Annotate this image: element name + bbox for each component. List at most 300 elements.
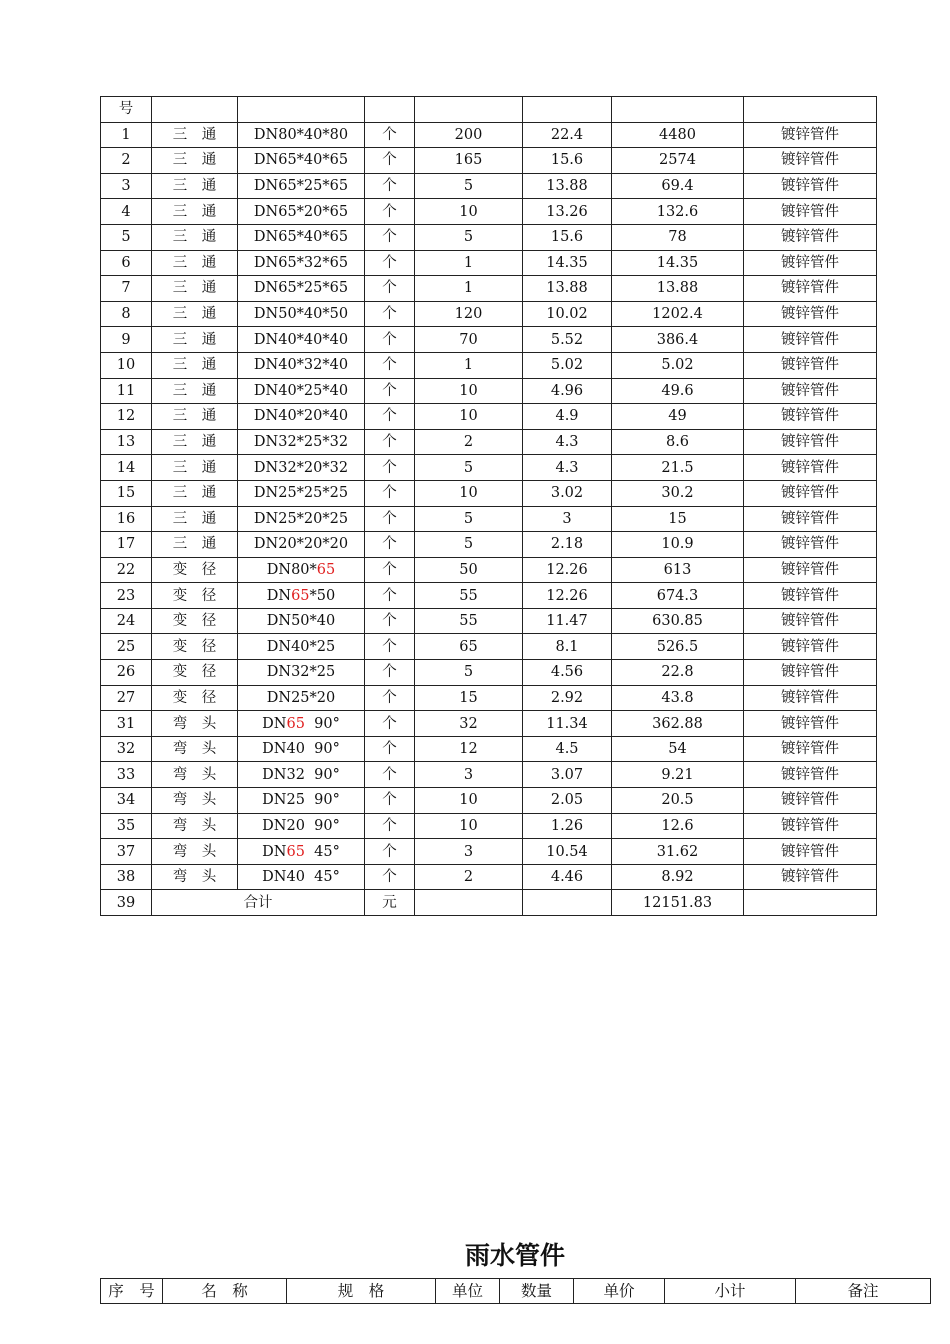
total-price bbox=[523, 890, 612, 916]
header-price: 单价 bbox=[574, 1279, 665, 1304]
table-row bbox=[101, 404, 877, 430]
table-top-row bbox=[101, 97, 877, 123]
rainwater-fittings-header bbox=[100, 1278, 931, 1304]
cell-qty: 15 bbox=[415, 685, 523, 711]
cell-no: 26 bbox=[101, 660, 152, 686]
cell-name: 弯 头 bbox=[152, 839, 238, 865]
cell-name: 三 通 bbox=[152, 199, 238, 225]
spec-text: DN40 45° bbox=[262, 869, 340, 886]
cell-no: 7 bbox=[101, 276, 152, 302]
spec-text: DN25*20 bbox=[266, 689, 336, 706]
cell-name: 三 通 bbox=[152, 352, 238, 378]
header-name: 名 称 bbox=[163, 1279, 287, 1304]
cell-unit: 个 bbox=[365, 583, 415, 609]
cell-name: 三 通 bbox=[152, 148, 238, 174]
cell-subtotal: 132.6 bbox=[612, 199, 744, 225]
cell-price: 12.26 bbox=[523, 557, 612, 583]
cell-name: 三 通 bbox=[152, 276, 238, 302]
table-row bbox=[101, 455, 877, 481]
cell-note: 镀锌管件 bbox=[744, 455, 877, 481]
spec-text: DN50*40*50 bbox=[253, 306, 349, 323]
table-row bbox=[101, 173, 877, 199]
cell-spec bbox=[238, 429, 365, 455]
cell-note: 镀锌管件 bbox=[744, 634, 877, 660]
table-row bbox=[101, 788, 877, 814]
cell-note: 镀锌管件 bbox=[744, 839, 877, 865]
cell-price: 4.9 bbox=[523, 404, 612, 430]
cell-qty: 32 bbox=[415, 711, 523, 737]
cell-unit: 个 bbox=[365, 173, 415, 199]
cell-no: 4 bbox=[101, 199, 152, 225]
cell-note: 镀锌管件 bbox=[744, 762, 877, 788]
spec-text: DN bbox=[266, 587, 292, 604]
cell-price: 22.4 bbox=[523, 122, 612, 148]
cell-spec bbox=[238, 455, 365, 481]
cell-spec bbox=[238, 199, 365, 225]
cell-spec bbox=[238, 250, 365, 276]
cell-qty: 5 bbox=[415, 532, 523, 558]
cell-no: 17 bbox=[101, 532, 152, 558]
cell-unit: 个 bbox=[365, 608, 415, 634]
cell-price: 4.3 bbox=[523, 429, 612, 455]
total-note bbox=[744, 890, 877, 916]
spec-highlight: 65 bbox=[286, 715, 305, 732]
cell-note: 镀锌管件 bbox=[744, 378, 877, 404]
fittings-table bbox=[100, 96, 877, 916]
cell-subtotal bbox=[612, 97, 744, 123]
cell-note: 镀锌管件 bbox=[744, 404, 877, 430]
cell-price: 2.92 bbox=[523, 685, 612, 711]
cell-qty: 55 bbox=[415, 608, 523, 634]
table-row bbox=[101, 583, 877, 609]
header-spec: 规 格 bbox=[287, 1279, 436, 1304]
cell-unit: 个 bbox=[365, 634, 415, 660]
cell-qty: 165 bbox=[415, 148, 523, 174]
table-row bbox=[101, 301, 877, 327]
table-row bbox=[101, 148, 877, 174]
cell-price: 12.26 bbox=[523, 583, 612, 609]
cell-no: 14 bbox=[101, 455, 152, 481]
cell-subtotal: 49.6 bbox=[612, 378, 744, 404]
cell-price: 5.02 bbox=[523, 352, 612, 378]
table-row bbox=[101, 608, 877, 634]
spec-text: DN20 90° bbox=[262, 817, 340, 834]
spec-text: DN65*40*65 bbox=[253, 152, 349, 169]
table-row bbox=[101, 480, 877, 506]
table-row bbox=[101, 685, 877, 711]
cell-note: 镀锌管件 bbox=[744, 685, 877, 711]
cell-note: 镀锌管件 bbox=[744, 352, 877, 378]
cell-spec bbox=[238, 660, 365, 686]
cell-qty: 1 bbox=[415, 250, 523, 276]
table-row bbox=[101, 224, 877, 250]
cell-qty: 65 bbox=[415, 634, 523, 660]
spec-text: DN40 90° bbox=[262, 741, 340, 758]
cell-qty: 10 bbox=[415, 480, 523, 506]
cell-note: 镀锌管件 bbox=[744, 480, 877, 506]
cell-name: 三 通 bbox=[152, 404, 238, 430]
cell-unit: 个 bbox=[365, 148, 415, 174]
total-qty bbox=[415, 890, 523, 916]
cell-qty: 55 bbox=[415, 583, 523, 609]
total-subtotal: 12151.83 bbox=[612, 890, 744, 916]
cell-no: 2 bbox=[101, 148, 152, 174]
cell-price: 3 bbox=[523, 506, 612, 532]
cell-no: 35 bbox=[101, 813, 152, 839]
cell-subtotal: 54 bbox=[612, 736, 744, 762]
cell-name: 弯 头 bbox=[152, 736, 238, 762]
cell-subtotal: 630.85 bbox=[612, 608, 744, 634]
cell-spec bbox=[238, 839, 365, 865]
table-row bbox=[101, 736, 877, 762]
spec-text: DN65*25*65 bbox=[253, 280, 349, 297]
cell-spec bbox=[238, 736, 365, 762]
cell-note: 镀锌管件 bbox=[744, 173, 877, 199]
table-row bbox=[101, 864, 877, 890]
cell-qty: 10 bbox=[415, 199, 523, 225]
cell-price: 3.02 bbox=[523, 480, 612, 506]
cell-no: 8 bbox=[101, 301, 152, 327]
cell-no: 11 bbox=[101, 378, 152, 404]
cell-qty: 5 bbox=[415, 660, 523, 686]
cell-spec bbox=[238, 532, 365, 558]
cell-no: 10 bbox=[101, 352, 152, 378]
spec-text: DN32*20*32 bbox=[253, 459, 349, 476]
spec-text: DN65*32*65 bbox=[253, 254, 349, 271]
cell-no: 12 bbox=[101, 404, 152, 430]
header-note: 备注 bbox=[796, 1279, 931, 1304]
cell-note: 镀锌管件 bbox=[744, 276, 877, 302]
cell-unit: 个 bbox=[365, 813, 415, 839]
cell-name: 三 通 bbox=[152, 122, 238, 148]
cell-note: 镀锌管件 bbox=[744, 583, 877, 609]
spec-text: DN50*40 bbox=[266, 613, 336, 630]
cell-spec bbox=[238, 583, 365, 609]
cell-unit: 个 bbox=[365, 711, 415, 737]
cell-spec bbox=[238, 685, 365, 711]
cell-unit: 个 bbox=[365, 378, 415, 404]
cell-no: 号 bbox=[101, 97, 152, 123]
cell-unit: 个 bbox=[365, 276, 415, 302]
cell-note: 镀锌管件 bbox=[744, 711, 877, 737]
cell-subtotal: 15 bbox=[612, 506, 744, 532]
cell-name: 三 通 bbox=[152, 429, 238, 455]
cell-no: 27 bbox=[101, 685, 152, 711]
cell-subtotal: 31.62 bbox=[612, 839, 744, 865]
cell-spec bbox=[238, 634, 365, 660]
cell-subtotal: 613 bbox=[612, 557, 744, 583]
table-row bbox=[101, 813, 877, 839]
cell-name: 弯 头 bbox=[152, 864, 238, 890]
cell-name: 弯 头 bbox=[152, 813, 238, 839]
cell-qty: 2 bbox=[415, 864, 523, 890]
cell-qty: 120 bbox=[415, 301, 523, 327]
spec-text: DN40*40*40 bbox=[253, 331, 349, 348]
cell-qty bbox=[415, 97, 523, 123]
cell-price: 4.46 bbox=[523, 864, 612, 890]
cell-subtotal: 22.8 bbox=[612, 660, 744, 686]
cell-no: 22 bbox=[101, 557, 152, 583]
cell-note: 镀锌管件 bbox=[744, 327, 877, 353]
cell-price: 4.96 bbox=[523, 378, 612, 404]
spec-highlight: 65 bbox=[316, 561, 336, 578]
cell-spec bbox=[238, 301, 365, 327]
cell-qty: 1 bbox=[415, 352, 523, 378]
cell-name: 三 通 bbox=[152, 378, 238, 404]
cell-note: 镀锌管件 bbox=[744, 864, 877, 890]
cell-name: 变 径 bbox=[152, 634, 238, 660]
table-row bbox=[101, 378, 877, 404]
cell-note: 镀锌管件 bbox=[744, 788, 877, 814]
cell-subtotal: 20.5 bbox=[612, 788, 744, 814]
cell-price: 15.6 bbox=[523, 224, 612, 250]
cell-subtotal: 2574 bbox=[612, 148, 744, 174]
cell-price: 2.18 bbox=[523, 532, 612, 558]
table-row bbox=[101, 532, 877, 558]
cell-spec bbox=[238, 864, 365, 890]
cell-unit: 个 bbox=[365, 250, 415, 276]
cell-qty: 5 bbox=[415, 455, 523, 481]
cell-spec bbox=[238, 762, 365, 788]
cell-qty: 70 bbox=[415, 327, 523, 353]
spec-text: 90° bbox=[304, 715, 340, 732]
cell-note: 镀锌管件 bbox=[744, 122, 877, 148]
cell-unit: 个 bbox=[365, 455, 415, 481]
cell-subtotal: 30.2 bbox=[612, 480, 744, 506]
fittings-total bbox=[101, 890, 877, 916]
cell-no: 15 bbox=[101, 480, 152, 506]
cell-unit: 个 bbox=[365, 506, 415, 532]
table-row bbox=[101, 352, 877, 378]
cell-qty: 10 bbox=[415, 813, 523, 839]
cell-unit: 个 bbox=[365, 557, 415, 583]
cell-spec bbox=[238, 404, 365, 430]
cell-subtotal: 5.02 bbox=[612, 352, 744, 378]
table-row bbox=[101, 660, 877, 686]
cell-qty: 5 bbox=[415, 224, 523, 250]
cell-spec bbox=[238, 276, 365, 302]
spec-text: DN65*25*65 bbox=[253, 178, 349, 195]
cell-qty: 5 bbox=[415, 506, 523, 532]
spec-text: DN40*20*40 bbox=[253, 408, 349, 425]
cell-qty: 1 bbox=[415, 276, 523, 302]
cell-qty: 10 bbox=[415, 788, 523, 814]
spec-text: DN40*25*40 bbox=[253, 382, 349, 399]
cell-spec bbox=[238, 352, 365, 378]
cell-unit: 个 bbox=[365, 429, 415, 455]
spec-text: 45° bbox=[304, 843, 340, 860]
table-row bbox=[101, 250, 877, 276]
cell-price: 11.34 bbox=[523, 711, 612, 737]
cell-spec bbox=[238, 378, 365, 404]
cell-subtotal: 9.21 bbox=[612, 762, 744, 788]
cell-subtotal: 8.6 bbox=[612, 429, 744, 455]
cell-spec bbox=[238, 97, 365, 123]
cell-no: 1 bbox=[101, 122, 152, 148]
cell-price: 13.88 bbox=[523, 276, 612, 302]
cell-qty: 2 bbox=[415, 429, 523, 455]
cell-name: 变 径 bbox=[152, 685, 238, 711]
cell-no: 24 bbox=[101, 608, 152, 634]
table-row bbox=[101, 762, 877, 788]
cell-no: 6 bbox=[101, 250, 152, 276]
header-unit: 单位 bbox=[436, 1279, 500, 1304]
cell-unit: 个 bbox=[365, 864, 415, 890]
cell-no: 32 bbox=[101, 736, 152, 762]
cell-subtotal: 49 bbox=[612, 404, 744, 430]
cell-unit: 个 bbox=[365, 839, 415, 865]
cell-unit: 个 bbox=[365, 685, 415, 711]
cell-no: 33 bbox=[101, 762, 152, 788]
spec-text: DN32*25*32 bbox=[253, 434, 349, 451]
cell-subtotal: 13.88 bbox=[612, 276, 744, 302]
cell-price: 5.52 bbox=[523, 327, 612, 353]
cell-no: 38 bbox=[101, 864, 152, 890]
cell-qty: 200 bbox=[415, 122, 523, 148]
header-qty: 数量 bbox=[500, 1279, 574, 1304]
cell-name: 变 径 bbox=[152, 557, 238, 583]
cell-unit: 个 bbox=[365, 660, 415, 686]
cell-no: 13 bbox=[101, 429, 152, 455]
spec-text: DN25*25*25 bbox=[253, 485, 349, 502]
cell-name: 弯 头 bbox=[152, 711, 238, 737]
cell-name: 变 径 bbox=[152, 583, 238, 609]
cell-spec bbox=[238, 711, 365, 737]
cell-subtotal: 14.35 bbox=[612, 250, 744, 276]
cell-price: 15.6 bbox=[523, 148, 612, 174]
cell-qty: 3 bbox=[415, 839, 523, 865]
cell-unit: 个 bbox=[365, 404, 415, 430]
table-row bbox=[101, 122, 877, 148]
cell-price: 2.05 bbox=[523, 788, 612, 814]
cell-name: 变 径 bbox=[152, 660, 238, 686]
fittings-table-body bbox=[101, 97, 877, 890]
cell-spec bbox=[238, 813, 365, 839]
cell-subtotal: 43.8 bbox=[612, 685, 744, 711]
table-row bbox=[101, 839, 877, 865]
cell-price: 13.88 bbox=[523, 173, 612, 199]
cell-spec bbox=[238, 148, 365, 174]
cell-qty: 50 bbox=[415, 557, 523, 583]
cell-unit: 个 bbox=[365, 532, 415, 558]
cell-note: 镀锌管件 bbox=[744, 813, 877, 839]
cell-price: 4.5 bbox=[523, 736, 612, 762]
cell-unit: 个 bbox=[365, 301, 415, 327]
cell-spec bbox=[238, 788, 365, 814]
spec-text: DN40*32*40 bbox=[253, 357, 349, 374]
cell-spec bbox=[238, 122, 365, 148]
cell-unit: 个 bbox=[365, 224, 415, 250]
table-row bbox=[101, 711, 877, 737]
cell-note: 镀锌管件 bbox=[744, 557, 877, 583]
cell-note: 镀锌管件 bbox=[744, 429, 877, 455]
table-row bbox=[101, 429, 877, 455]
cell-price: 1.26 bbox=[523, 813, 612, 839]
cell-name: 三 通 bbox=[152, 301, 238, 327]
cell-no: 9 bbox=[101, 327, 152, 353]
table-row bbox=[101, 327, 877, 353]
cell-note: 镀锌管件 bbox=[744, 660, 877, 686]
cell-subtotal: 386.4 bbox=[612, 327, 744, 353]
spec-text: DN32 90° bbox=[262, 766, 340, 783]
cell-name: 三 通 bbox=[152, 506, 238, 532]
cell-subtotal: 526.5 bbox=[612, 634, 744, 660]
table-row bbox=[101, 634, 877, 660]
cell-no: 5 bbox=[101, 224, 152, 250]
cell-price: 11.47 bbox=[523, 608, 612, 634]
cell-name: 三 通 bbox=[152, 173, 238, 199]
cell-note: 镀锌管件 bbox=[744, 250, 877, 276]
cell-qty: 3 bbox=[415, 762, 523, 788]
cell-name: 弯 头 bbox=[152, 788, 238, 814]
cell-subtotal: 10.9 bbox=[612, 532, 744, 558]
cell-no: 37 bbox=[101, 839, 152, 865]
cell-subtotal: 69.4 bbox=[612, 173, 744, 199]
spec-text: DN65*40*65 bbox=[253, 229, 349, 246]
cell-note: 镀锌管件 bbox=[744, 608, 877, 634]
cell-no: 16 bbox=[101, 506, 152, 532]
cell-subtotal: 78 bbox=[612, 224, 744, 250]
cell-unit: 个 bbox=[365, 480, 415, 506]
cell-price: 4.56 bbox=[523, 660, 612, 686]
cell-subtotal: 21.5 bbox=[612, 455, 744, 481]
cell-price: 3.07 bbox=[523, 762, 612, 788]
cell-unit: 个 bbox=[365, 199, 415, 225]
spec-text: DN80*40*80 bbox=[253, 126, 349, 143]
spec-text: DN bbox=[262, 715, 287, 732]
cell-note: 镀锌管件 bbox=[744, 506, 877, 532]
header-no: 序 号 bbox=[101, 1279, 163, 1304]
spec-text: DN32*25 bbox=[266, 664, 336, 681]
cell-name: 弯 头 bbox=[152, 762, 238, 788]
cell-name: 三 通 bbox=[152, 327, 238, 353]
cell-note: 镀锌管件 bbox=[744, 532, 877, 558]
cell-spec bbox=[238, 557, 365, 583]
cell-note: 镀锌管件 bbox=[744, 736, 877, 762]
spec-text: DN80* bbox=[266, 561, 317, 578]
cell-qty: 10 bbox=[415, 404, 523, 430]
cell-unit: 个 bbox=[365, 736, 415, 762]
cell-no: 3 bbox=[101, 173, 152, 199]
cell-no: 25 bbox=[101, 634, 152, 660]
cell-qty: 10 bbox=[415, 378, 523, 404]
cell-subtotal: 8.92 bbox=[612, 864, 744, 890]
cell-subtotal: 674.3 bbox=[612, 583, 744, 609]
cell-note: 镀锌管件 bbox=[744, 301, 877, 327]
cell-subtotal: 1202.4 bbox=[612, 301, 744, 327]
cell-spec bbox=[238, 608, 365, 634]
cell-subtotal: 362.88 bbox=[612, 711, 744, 737]
total-no: 39 bbox=[101, 890, 152, 916]
cell-name: 三 通 bbox=[152, 250, 238, 276]
spec-text: DN20*20*20 bbox=[253, 536, 349, 553]
cell-price bbox=[523, 97, 612, 123]
cell-subtotal: 4480 bbox=[612, 122, 744, 148]
cell-note: 镀锌管件 bbox=[744, 199, 877, 225]
table-row bbox=[101, 199, 877, 225]
cell-price: 4.3 bbox=[523, 455, 612, 481]
cell-price: 8.1 bbox=[523, 634, 612, 660]
spec-text: DN bbox=[262, 843, 287, 860]
cell-note: 镀锌管件 bbox=[744, 148, 877, 174]
cell-spec bbox=[238, 224, 365, 250]
header-row bbox=[101, 1279, 931, 1304]
cell-note: 镀锌管件 bbox=[744, 224, 877, 250]
cell-name: 变 径 bbox=[152, 608, 238, 634]
cell-qty: 5 bbox=[415, 173, 523, 199]
spec-highlight: 65 bbox=[286, 843, 305, 860]
cell-unit: 个 bbox=[365, 762, 415, 788]
